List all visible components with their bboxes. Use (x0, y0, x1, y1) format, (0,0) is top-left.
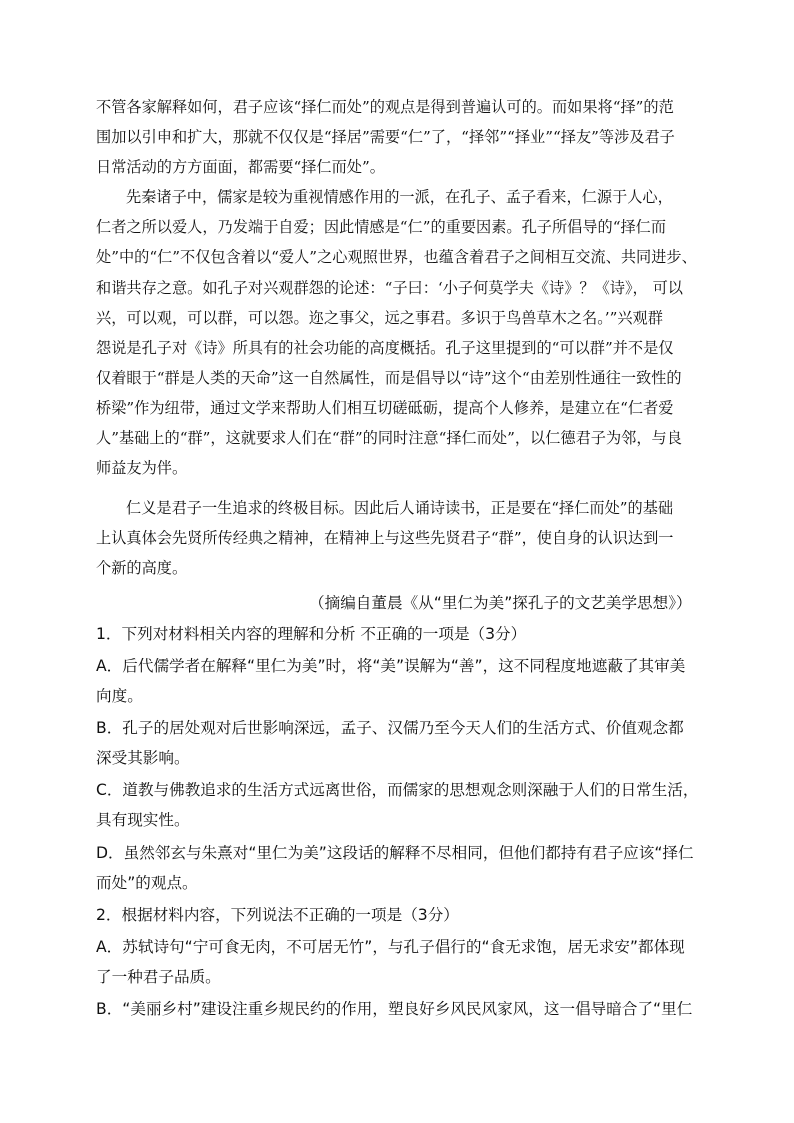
passage-line: 仁义是君子一生追求的终极目标。因此后人诵诗读书，正是要在“择仁而处”的基础 (126, 499, 674, 517)
passage-line: 仁者之所以爱人，乃发端于自爱；因此情感是“仁”的重要因素。孔子所倡导的“择仁而 (96, 218, 667, 236)
passage-line: 个新的高度。 (96, 559, 188, 577)
question-line: 2．根据材料内容，下列说法不正确的一项是（3分） (96, 906, 459, 924)
source-citation: （摘编自董晨《从“里仁为美”探孔子的文艺美学思想》） (309, 594, 692, 612)
question-line: A．苏轼诗句“宁可食无肉，不可居无竹”，与孔子倡行的“食无求饱，居无求安”都体现 (96, 938, 685, 956)
passage-line: 人”基础上的“群”，这就要求人们在“群”的同时注意“择仁而处”，以仁德君子为邻，与良 (96, 429, 682, 447)
passage-line: 怨说是孔子对《诗》所具有的社会功能的高度概括。孔子这里提到的“可以群”并不是仅 (96, 339, 674, 357)
question-line: B．孔子的居处观对后世影响深远，孟子、汉儒乃至今天人们的生活方式、价值观念都 (96, 719, 684, 737)
passage-line: 师益友为伴。 (96, 459, 188, 477)
question-line: 而处”的观点。 (96, 874, 198, 892)
passage-line: 兴，可以观，可以群，可以怨。迩之事父，远之事君。多识于鸟兽草木之名。’”兴观群 (96, 309, 663, 327)
passage-line: 处”中的“仁”不仅包含着以“爱人”之心观照世界，也蕴含着君子之间相互交流、共同进步、 (96, 248, 697, 266)
passage-line: 和谐共存之意。如孔子对兴观群怨的论述：“子曰：‘小子何莫学夫《诗》？《诗》， 可以 (96, 279, 683, 297)
passage-line: 围加以引申和扩大，那就不仅仅是“择居”需要“仁”了，“择邻”“择业”“择友”等涉及君子 (96, 128, 675, 146)
question-line: A．后代儒学者在解释“里仁为美”时，将“美”误解为“善”，这不同程度地遮蔽了其审美 (96, 657, 686, 675)
question-line: 了一种君子品质。 (96, 968, 221, 986)
passage-line: 桥梁”作为纽带，通过文学来帮助人们相互切磋砥砺，提高个人修养，是建立在“仁者爱 (96, 399, 674, 417)
passage-line: 仅着眼于“群是人类的天命”这一自然属性，而是倡导以“诗”这个“由差别性通往一致性的 (96, 369, 682, 387)
question-line: B．“美丽乡村”建设注重乡规民约的作用，塑良好乡风民风家风，这一倡导暗合了“里仁 (96, 1000, 693, 1018)
question-line: C．道教与佛教追求的生活方式远离世俗，而儒家的思想观念则深融于人们的日常生活， (96, 781, 699, 799)
passage-line: 不管各家解释如何，君子应该“择仁而处”的观点是得到普遍认可的。而如果将“择”的范 (96, 98, 674, 116)
question-line: 向度。 (96, 687, 143, 705)
question-line: 1．下列对材料相关内容的理解和分析 不正确的一项是（3分） (96, 625, 527, 643)
question-line: D．虽然邻玄与朱熹对“里仁为美”这段话的解释不尽相同，但他们都持有君子应该“择仁 (96, 844, 694, 862)
question-line: 深受其影响。 (96, 749, 190, 767)
passage-line: 日常活动的方方面面，都需要“择仁而处”。 (96, 158, 385, 176)
question-line: 具有现实性。 (96, 811, 190, 829)
passage-line: 上认真体会先贤所传经典之精神，在精神上与这些先贤君子“群”，使自身的认识达到一 (96, 529, 674, 547)
passage-line: 先秦诸子中，儒家是较为重视情感作用的一派，在孔子、孟子看来，仁源于人心， (126, 188, 673, 206)
